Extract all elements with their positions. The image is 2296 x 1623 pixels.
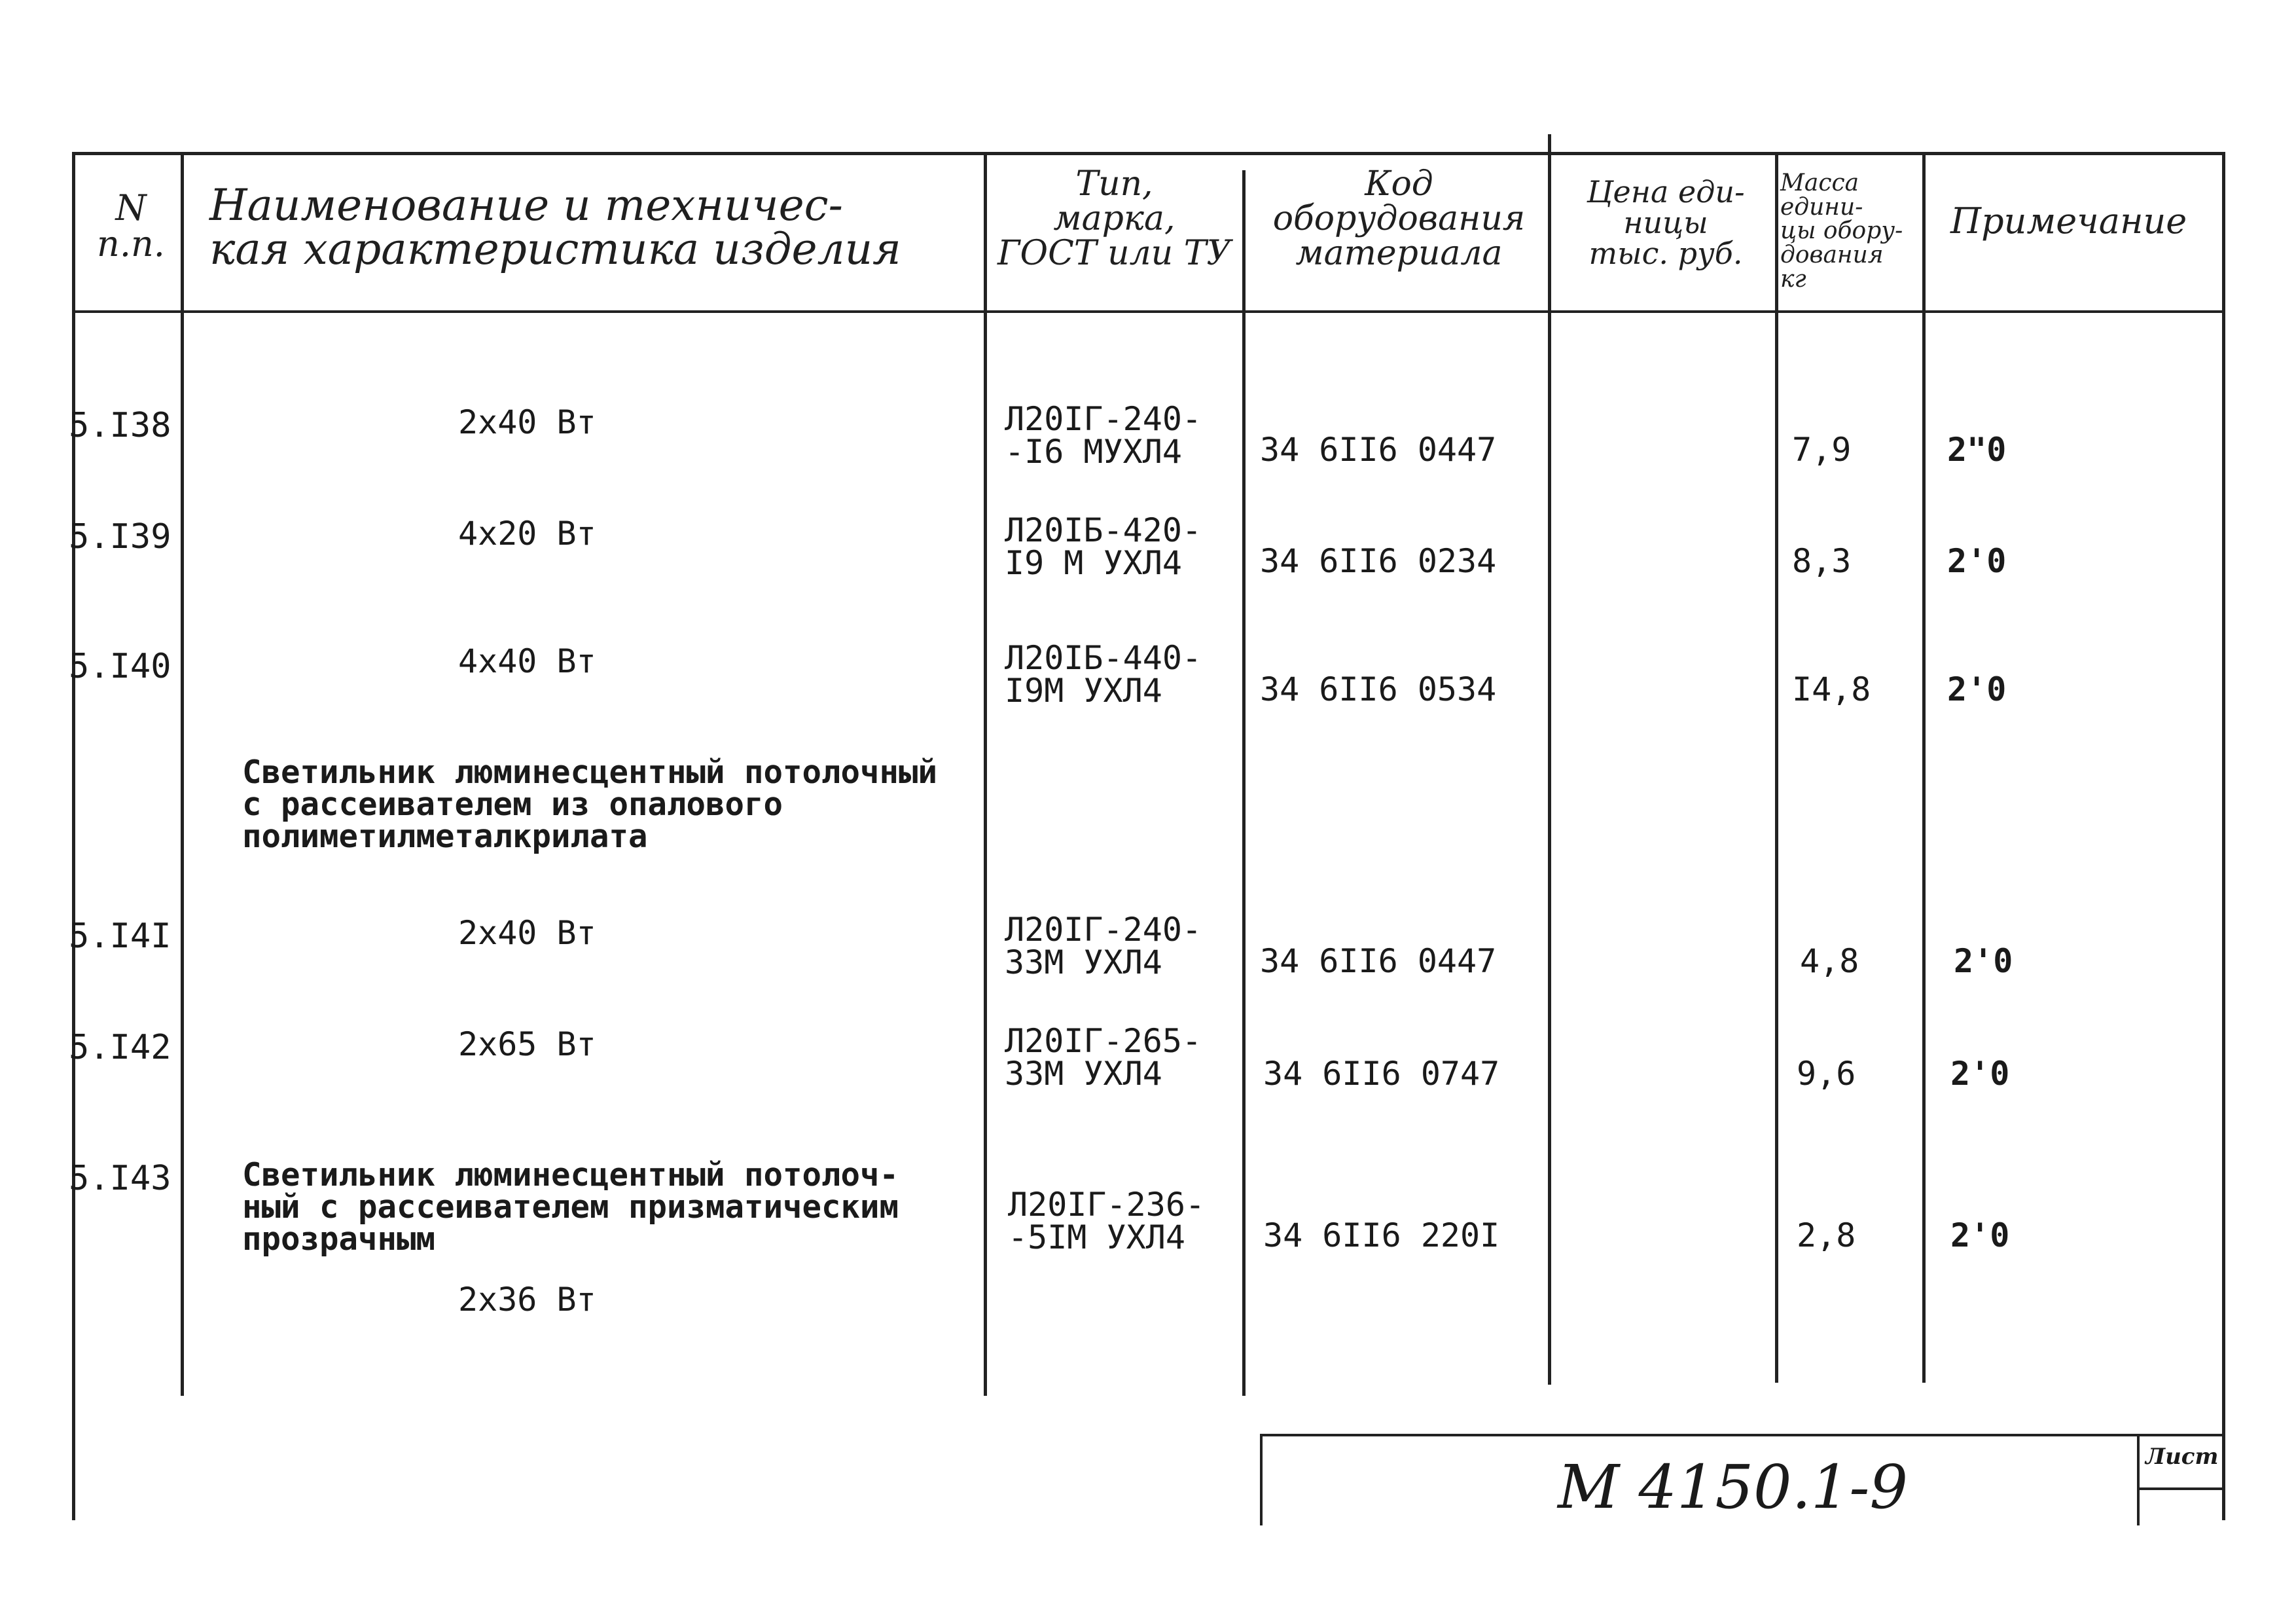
row-name: 2х40 Вт xyxy=(458,914,596,952)
row-subitem: 2х36 Вт xyxy=(458,1281,596,1319)
row-name: Светильник люминесцентный потолоч- ный с рассеивателем призматическим прозрачным xyxy=(242,1156,899,1258)
row-type: Л20IГ-240- 33М УХЛ4 xyxy=(1005,911,1202,981)
header-code: Код оборудования материала xyxy=(1272,164,1526,274)
sheet-label: Лист xyxy=(2145,1444,2219,1470)
header-num: N п.п. xyxy=(97,187,165,265)
row-code: 34 6II6 220I xyxy=(1263,1216,1500,1254)
row-code: 34 6II6 0447 xyxy=(1260,942,1497,980)
group-heading: Светильник люминесцентный потолочный с рассеивателем из опалового полиметилметалкрилата xyxy=(242,754,938,855)
col-divider-2 xyxy=(984,152,987,1396)
col-divider-4 xyxy=(1548,134,1551,1385)
row-mass: I4,8 xyxy=(1792,670,1871,708)
stamp-sheet-hline xyxy=(2137,1487,2225,1490)
table-top-border xyxy=(72,152,2225,155)
row-mass: 8,3 xyxy=(1792,542,1852,580)
col-divider-3 xyxy=(1242,170,1246,1396)
row-code: 34 6II6 0747 xyxy=(1263,1055,1500,1093)
row-note: 2'0 xyxy=(1954,942,2013,980)
row-name: 2х40 Вт xyxy=(458,403,596,441)
row-code: 34 6II6 0234 xyxy=(1260,542,1497,580)
row-mass: 2,8 xyxy=(1797,1216,1856,1254)
stamp-sheet-divider xyxy=(2137,1434,2140,1525)
row-number: 5.I43 xyxy=(69,1159,171,1198)
row-mass: 7,9 xyxy=(1792,431,1852,469)
table-right-border xyxy=(2222,152,2225,1520)
row-number: 5.I4I xyxy=(69,917,171,956)
row-note: 2"0 xyxy=(1947,431,2007,469)
row-name: 4х20 Вт xyxy=(458,515,596,553)
header-price: Цена еди- ницы тыс. руб. xyxy=(1587,174,1745,271)
col-divider-5 xyxy=(1775,152,1778,1383)
col-divider-1 xyxy=(181,152,184,1396)
row-code: 34 6II6 0447 xyxy=(1260,431,1497,469)
row-type: Л20IБ-440- I9М УХЛ4 xyxy=(1005,639,1202,710)
row-note: 2'0 xyxy=(1947,542,2007,580)
header-type: Тип, марка, ГОСТ или ТУ xyxy=(997,164,1231,274)
row-type: Л20IГ-240- -I6 МУХЛ4 xyxy=(1005,400,1202,471)
header-mass: Масса едини- цы обору- дования кг xyxy=(1780,170,1903,293)
stamp-top-border xyxy=(1260,1434,2225,1436)
header-bottom-border xyxy=(72,310,2225,313)
row-number: 5.I38 xyxy=(69,406,171,445)
row-type: Л20IБ-420- I9 М УХЛ4 xyxy=(1005,511,1202,582)
row-number: 5.I42 xyxy=(69,1028,171,1067)
row-type: Л20IГ-236- -5IМ УХЛ4 xyxy=(1008,1186,1206,1256)
row-number: 5.I40 xyxy=(69,647,171,686)
row-mass: 4,8 xyxy=(1800,942,1859,980)
row-type: Л20IГ-265- 33М УХЛ4 xyxy=(1005,1022,1202,1093)
stamp-left-border xyxy=(1260,1434,1263,1525)
header-name: Наименование и техничес- кая характеристика изделия xyxy=(209,180,901,275)
row-name: 2х65 Вт xyxy=(458,1025,596,1063)
col-divider-6 xyxy=(1922,152,1926,1383)
row-note: 2'0 xyxy=(1950,1055,2010,1093)
row-name: 4х40 Вт xyxy=(458,642,596,680)
header-note: Примечание xyxy=(1950,200,2187,242)
row-note: 2'0 xyxy=(1947,670,2007,708)
row-code: 34 6II6 0534 xyxy=(1260,670,1497,708)
document-designation: М 4150.1-9 xyxy=(1558,1452,1908,1522)
table-left-border xyxy=(72,152,75,1520)
row-note: 2'0 xyxy=(1950,1216,2010,1254)
row-number: 5.I39 xyxy=(69,517,171,556)
row-mass: 9,6 xyxy=(1797,1055,1856,1093)
